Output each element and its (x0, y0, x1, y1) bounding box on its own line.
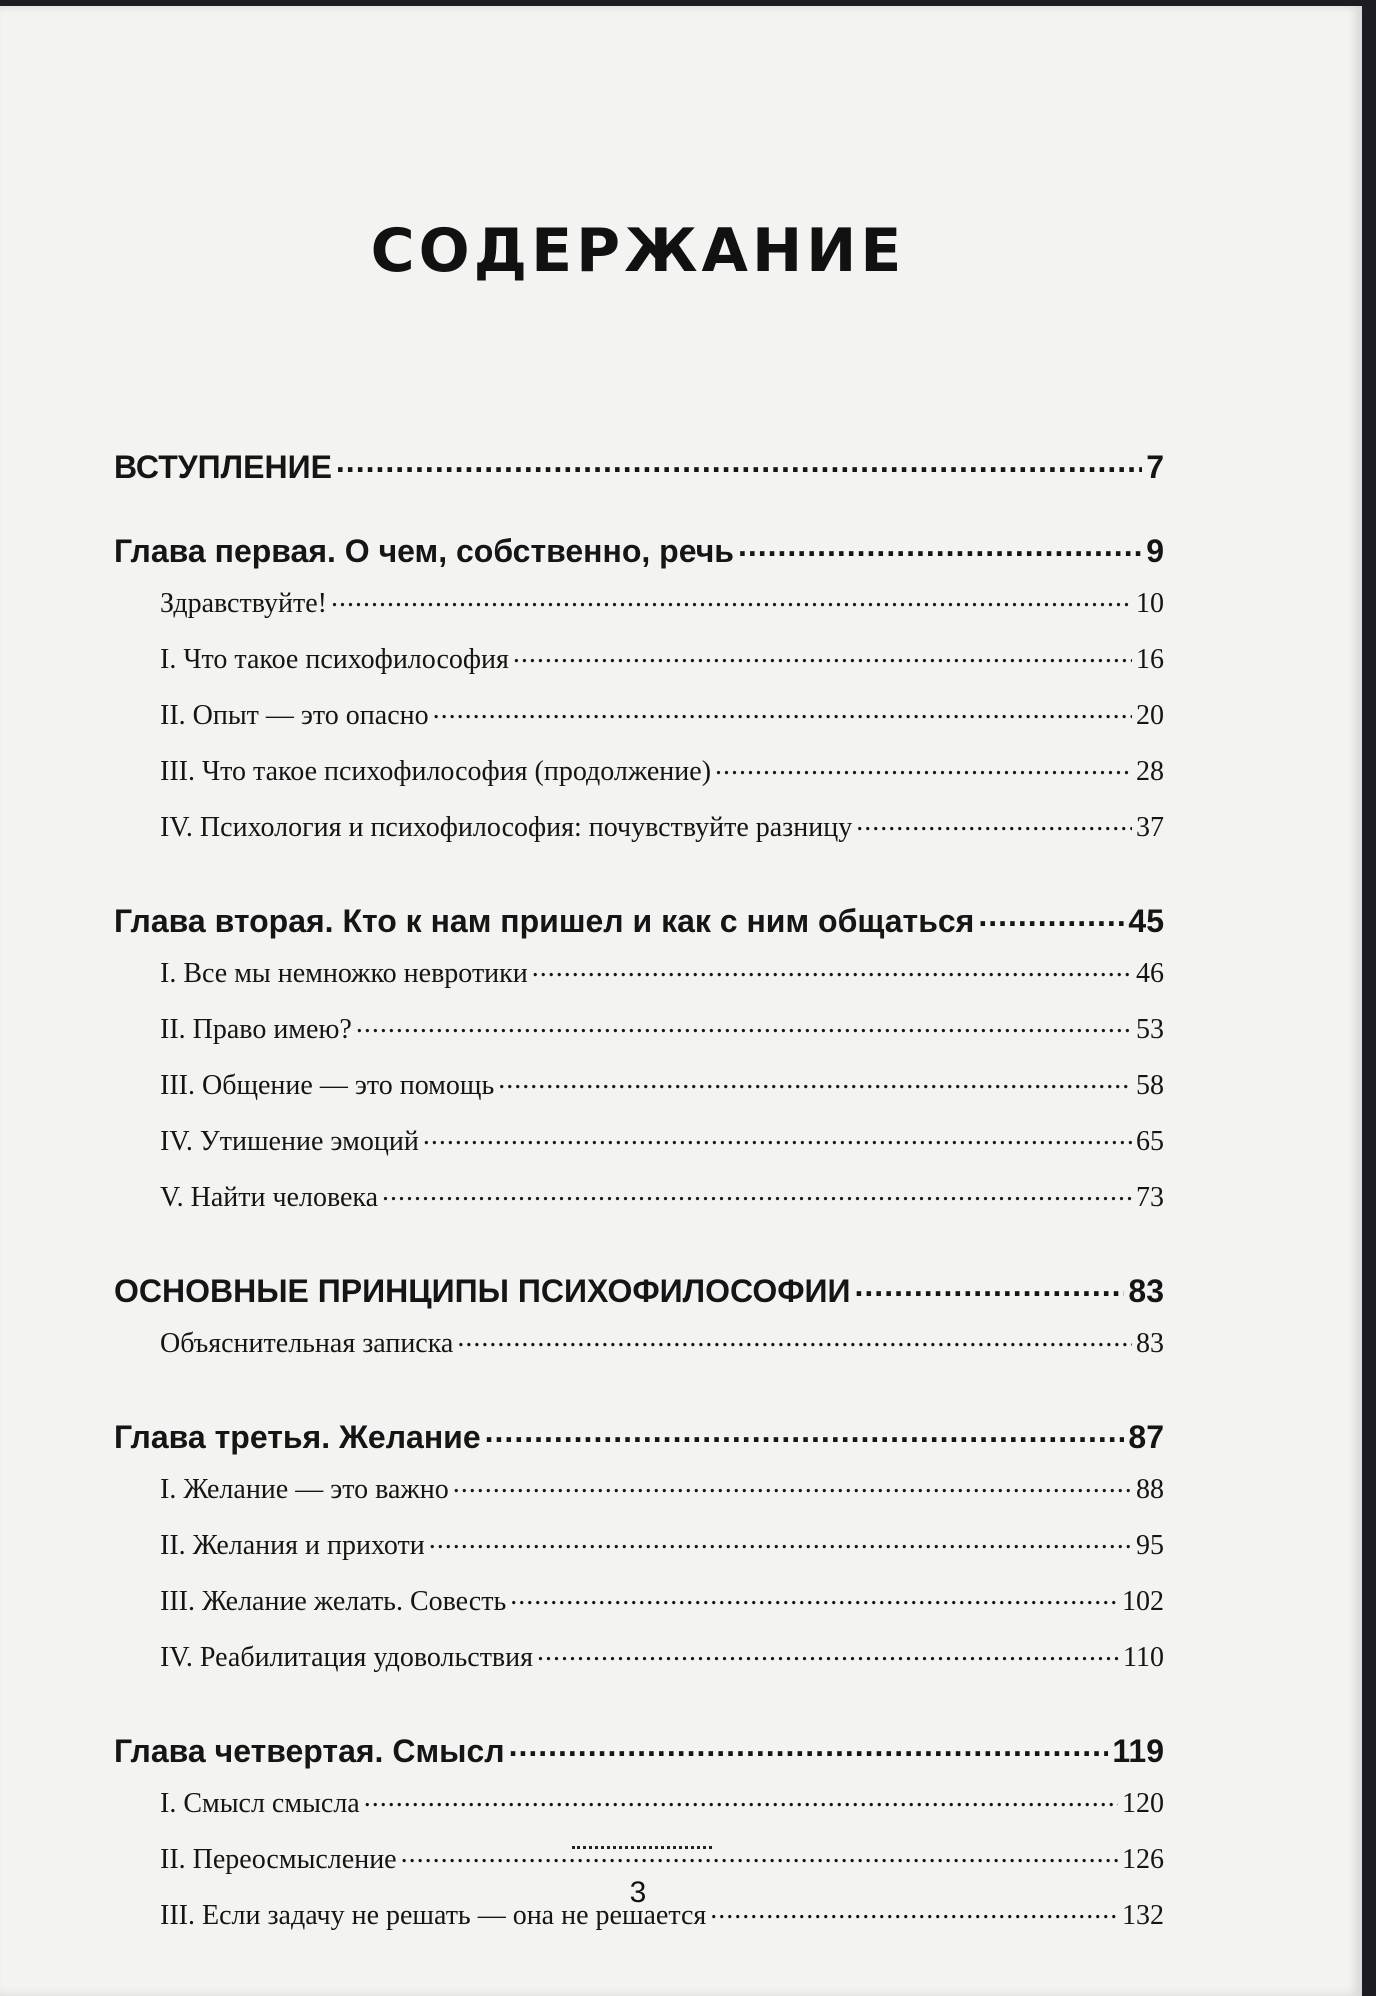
toc-section-entry (160, 1574, 1164, 1630)
toc-entry-page: 46 (1136, 958, 1164, 989)
toc-entry-page: 28 (1136, 756, 1164, 787)
dot-leader (532, 954, 1132, 982)
dot-leader (537, 1638, 1119, 1666)
dot-leader (513, 640, 1132, 668)
toc-entry-page: 53 (1136, 1014, 1164, 1045)
toc-entry-title: Глава вторая. Кто к нам пришел и как с ним общаться (114, 903, 975, 939)
toc-section-entry (160, 1002, 1164, 1058)
toc-entry-page: 10 (1136, 588, 1164, 619)
toc-section-entry (160, 744, 1164, 800)
toc-entry-title: Глава четвертая. Смысл (114, 1733, 505, 1769)
toc-entry-page: 73 (1136, 1182, 1164, 1213)
toc-entry-page: 110 (1123, 1642, 1164, 1673)
toc-entry-page: 95 (1136, 1530, 1164, 1561)
toc-entry-page: 120 (1122, 1788, 1164, 1819)
toc-section-entry (160, 570, 1164, 632)
toc-entry-title: IV. Утишение эмоций (160, 1126, 419, 1157)
toc-chapter-entry (114, 900, 1164, 940)
dot-leader (453, 1470, 1132, 1498)
dot-leader (510, 1582, 1118, 1610)
toc-chapter-entry (114, 1270, 1164, 1310)
dot-leader (855, 1270, 1125, 1302)
dot-leader (401, 1840, 1118, 1868)
toc-chapter-entry (114, 530, 1164, 570)
toc-entry-page: 9 (1146, 533, 1164, 569)
dot-leader (715, 752, 1132, 780)
dot-leader (356, 1010, 1132, 1038)
toc-entry-title: I. Все мы немножко невротики (160, 958, 528, 989)
toc-entry-title: IV. Реабилитация удовольствия (160, 1642, 534, 1673)
toc-entry-page: 87 (1128, 1419, 1164, 1455)
dot-leader (498, 1066, 1132, 1094)
toc-entry-title: Здравствуйте! (160, 588, 327, 619)
toc-section-entry (160, 1170, 1164, 1226)
toc-chapter-entry (114, 446, 1164, 486)
toc-entry-title: II. Опыт — это опасно (160, 700, 429, 731)
toc-section-entry (160, 688, 1164, 744)
toc-entry-title: III. Что такое психофилософия (продолжение) (160, 756, 712, 787)
toc-entry-title: II. Право имею? (160, 1014, 352, 1045)
page-title: СОДЕРЖАНИЕ (370, 216, 906, 286)
toc-section-entry (160, 1058, 1164, 1114)
toc-entry-page: 126 (1122, 1844, 1164, 1875)
toc-entry-title: II. Желания и прихоти (160, 1530, 425, 1561)
dot-leader (509, 1730, 1109, 1762)
toc-entry-page: 16 (1136, 644, 1164, 675)
toc-entry-page: 119 (1112, 1733, 1164, 1769)
toc-section-entry (160, 632, 1164, 688)
toc-entry-page: 20 (1136, 700, 1164, 731)
toc-entry-page: 102 (1122, 1586, 1164, 1617)
table-of-contents (114, 446, 1164, 1944)
dot-leader (856, 808, 1132, 836)
book-page (0, 6, 1362, 1996)
dotted-divider (572, 1846, 712, 1849)
toc-entry-title: ВСТУПЛЕНИЕ (114, 449, 332, 485)
toc-chapter-entry (114, 1730, 1164, 1770)
toc-entry-page: 37 (1136, 812, 1164, 843)
page-number: 3 (629, 1876, 647, 1909)
toc-entry-title: III. Если задачу не решать — она не решается (160, 1900, 707, 1931)
toc-section-entry (160, 1518, 1164, 1574)
toc-entry-page: 88 (1136, 1474, 1164, 1505)
dot-leader (485, 1416, 1125, 1448)
dot-leader (331, 584, 1132, 612)
toc-section-entry (160, 1630, 1164, 1686)
toc-entry-page: 45 (1128, 903, 1164, 939)
toc-section-entry (160, 800, 1164, 856)
toc-entry-page: 132 (1122, 1900, 1164, 1931)
toc-entry-title: Объяснительная записка (160, 1328, 454, 1359)
toc-entry-page: 83 (1136, 1328, 1164, 1359)
toc-entry-title: V. Найти человека (160, 1182, 379, 1213)
toc-entry-title: II. Переосмысление (160, 1844, 397, 1875)
dot-leader (738, 530, 1142, 562)
toc-section-entry (160, 1114, 1164, 1170)
toc-section-entry (160, 1770, 1164, 1832)
toc-section-entry (160, 940, 1164, 1002)
toc-section-entry (160, 1310, 1164, 1372)
toc-entry-title: ОСНОВНЫЕ ПРИНЦИПЫ ПСИХОФИЛОСОФИИ (114, 1273, 851, 1309)
dot-leader (423, 1122, 1132, 1150)
dot-leader (978, 900, 1124, 932)
toc-chapter-entry (114, 1416, 1164, 1456)
toc-entry-title: IV. Психология и психофилософия: почувствуйте разницу (160, 812, 853, 843)
toc-section-entry (160, 1456, 1164, 1518)
toc-entry-title: I. Желание — это важно (160, 1474, 449, 1505)
toc-entry-title: I. Что такое психофилософия (160, 644, 509, 675)
toc-entry-title: I. Смысл смысла (160, 1788, 360, 1819)
toc-entry-title: Глава третья. Желание (114, 1419, 481, 1455)
dot-leader (433, 696, 1132, 724)
toc-entry-title: III. Желание желать. Совесть (160, 1586, 507, 1617)
dot-leader (429, 1526, 1132, 1554)
dot-leader (364, 1784, 1118, 1812)
toc-entry-page: 83 (1128, 1273, 1164, 1309)
dot-leader (382, 1178, 1132, 1206)
toc-entry-title: Глава первая. О чем, собственно, речь (114, 533, 734, 569)
toc-entry-page: 58 (1136, 1070, 1164, 1101)
dot-leader (457, 1324, 1132, 1352)
toc-entry-page: 7 (1146, 449, 1164, 485)
toc-entry-page: 65 (1136, 1126, 1164, 1157)
dot-leader (336, 446, 1142, 478)
toc-entry-title: III. Общение — это помощь (160, 1070, 495, 1101)
